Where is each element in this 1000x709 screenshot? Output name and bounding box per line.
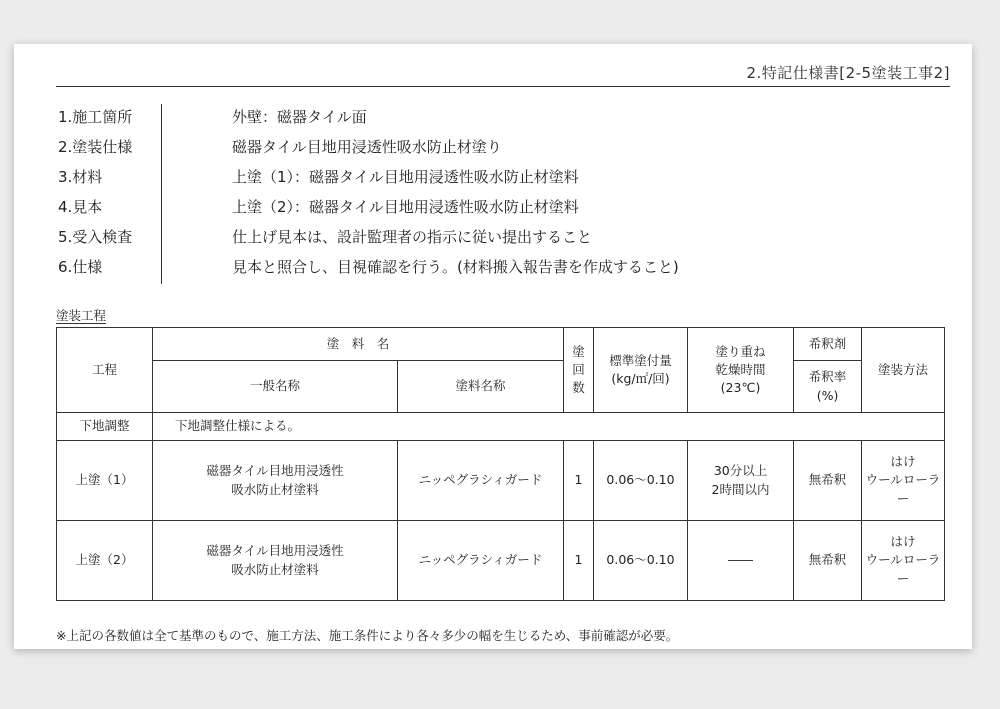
spec-list bbox=[56, 102, 936, 282]
cell-coats: 1 bbox=[564, 441, 594, 521]
header-process: 工程 bbox=[57, 328, 153, 413]
spec-item-specification bbox=[56, 252, 936, 282]
cell-general-line: 磁器タイル目地用浸透性 bbox=[206, 463, 344, 479]
paint-process-table bbox=[56, 327, 945, 601]
table-row-prep bbox=[57, 413, 945, 441]
spec-label: 5.受入検査 bbox=[58, 228, 133, 246]
header-rule bbox=[56, 86, 950, 87]
header-amount bbox=[594, 328, 688, 413]
prep-label: 下地調整 bbox=[57, 413, 153, 441]
cell-coats: 1 bbox=[564, 521, 594, 601]
cell-method bbox=[862, 441, 945, 521]
cell-thinner: 無希釈 bbox=[794, 521, 862, 601]
spec-value: 上塗（2）：磁器タイル目地用浸透性吸水防止材塗料 bbox=[232, 198, 579, 216]
spec-item-inspection bbox=[56, 222, 936, 252]
cell-interval-line: 2時間以内 bbox=[711, 481, 770, 497]
header-general-name: 一般名称 bbox=[153, 361, 398, 413]
header-coats-line: 回 bbox=[572, 361, 585, 377]
spec-label: 4.見本 bbox=[58, 198, 103, 216]
spec-value: 仕上げ見本は、設計監理者の指示に従い提出すること bbox=[232, 228, 593, 246]
section-title-text: 塗装工程 bbox=[56, 308, 107, 323]
header-ratio bbox=[794, 361, 862, 413]
cell-method-line: ウールローラー bbox=[865, 552, 941, 586]
cell-thinner: 無希釈 bbox=[794, 441, 862, 521]
cell-process: 上塗（2） bbox=[57, 521, 153, 601]
header-ratio-line: (%) bbox=[816, 387, 839, 403]
cell-amount: 0.06〜0.10 bbox=[594, 441, 688, 521]
cell-interval-line: 30分以上 bbox=[713, 463, 768, 479]
cell-amount: 0.06〜0.10 bbox=[594, 521, 688, 601]
spec-label: 3.材料 bbox=[58, 168, 103, 186]
spec-value: 上塗（1）：磁器タイル目地用浸透性吸水防止材塗料 bbox=[232, 168, 579, 186]
header-ratio-line: 希釈率 bbox=[808, 369, 847, 385]
header-amount-line: (kg/㎡/回) bbox=[611, 371, 670, 386]
header-interval bbox=[688, 328, 794, 413]
header-interval-line: (23℃) bbox=[720, 380, 761, 396]
spec-value: 外壁：磁器タイル面 bbox=[232, 108, 367, 126]
cell-method bbox=[862, 521, 945, 601]
cell-interval: ―― bbox=[688, 521, 794, 601]
spec-value: 見本と照合し、目視確認を行う。(材料搬入報告書を作成すること) bbox=[232, 258, 679, 276]
spec-item-location bbox=[56, 102, 936, 132]
cell-interval bbox=[688, 441, 794, 521]
header-coats-line: 数 bbox=[572, 380, 585, 396]
prep-text: 下地調整仕様による。 bbox=[153, 413, 945, 441]
cell-process: 上塗（1） bbox=[57, 441, 153, 521]
cell-method-line: ウールローラー bbox=[865, 472, 941, 506]
cell-general-line: 磁器タイル目地用浸透性 bbox=[206, 543, 344, 559]
spec-item-material bbox=[56, 162, 936, 192]
header-coats bbox=[564, 328, 594, 413]
cell-general-line: 吸水防止材塗料 bbox=[231, 561, 319, 577]
table-subheader-row bbox=[57, 361, 945, 413]
spec-item-sample bbox=[56, 192, 936, 222]
table-header-row bbox=[57, 328, 945, 361]
header-method: 塗装方法 bbox=[862, 328, 945, 413]
header-paint-name: 塗 料 名 bbox=[153, 328, 564, 361]
spec-value: 磁器タイル目地用浸透性吸水防止材塗り bbox=[232, 138, 502, 156]
header-coats-line: 塗 bbox=[572, 343, 585, 359]
cell-general-name bbox=[153, 441, 398, 521]
header-amount-line: 標準塗付量 bbox=[609, 352, 672, 368]
cell-method-line: はけ bbox=[890, 454, 916, 470]
header-interval-line: 乾燥時間 bbox=[715, 361, 766, 377]
header-product-name: 塗料名称 bbox=[398, 361, 564, 413]
header-thinner: 希釈剤 bbox=[794, 328, 862, 361]
spec-sheet bbox=[14, 44, 972, 649]
cell-method-line: はけ bbox=[890, 534, 916, 550]
document-title: 2.特記仕様書[2-5塗装工事2] bbox=[746, 64, 950, 82]
header-interval-line: 塗り重ね bbox=[715, 343, 766, 359]
spec-item-paint-spec bbox=[56, 132, 936, 162]
table-row bbox=[57, 521, 945, 601]
cell-product: ニッペグラシィガード bbox=[398, 441, 564, 521]
section-title bbox=[56, 306, 106, 324]
table-row bbox=[57, 441, 945, 521]
spec-label: 1.施工箇所 bbox=[58, 108, 133, 126]
footnote: ※上記の各数値は全て基準のもので、施工方法、施工条件により各々多少の幅を生じるため、事前確認が必要。 bbox=[56, 628, 679, 643]
spec-label: 6.仕様 bbox=[58, 258, 103, 276]
cell-general-line: 吸水防止材塗料 bbox=[231, 481, 319, 497]
spec-label: 2.塗装仕様 bbox=[58, 138, 133, 156]
cell-product: ニッペグラシィガード bbox=[398, 521, 564, 601]
cell-general-name bbox=[153, 521, 398, 601]
